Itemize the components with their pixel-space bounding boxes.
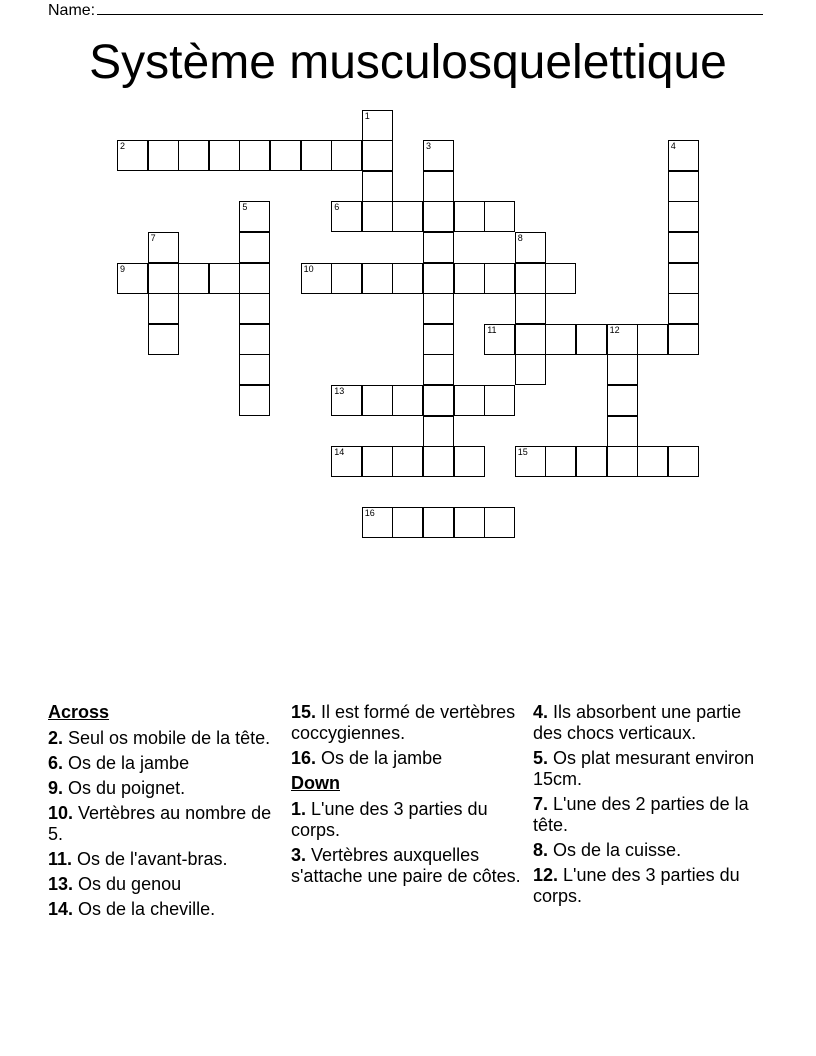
clue-number: 4 [670,141,676,152]
clue-number: 11 [487,324,497,335]
grid-cell[interactable] [515,354,546,385]
grid-cell[interactable] [668,171,699,202]
across-heading: Across [48,702,110,722]
down-clue [533,794,768,836]
grid-cell[interactable] [668,201,699,232]
across-clue [48,849,278,870]
grid-cell[interactable] [270,140,301,171]
down-heading: Down [291,773,340,793]
clue-text: Os du poignet. [63,778,186,798]
grid-cell[interactable] [668,232,699,263]
grid-cell[interactable] [607,446,638,477]
across-clue [48,728,278,749]
grid-cell[interactable] [454,385,485,416]
clue-column-3 [533,702,768,911]
grid-cell[interactable] [668,446,699,477]
clue-number: 6 [334,202,340,213]
clue-number: 16. [291,748,317,768]
clue-number: 13 [334,385,345,396]
clue-number: 10. [48,803,74,823]
grid-cell[interactable] [301,263,332,294]
clue-text: Os de la cuisse. [548,840,682,860]
grid-cell[interactable] [362,110,393,141]
clue-text: Os du genou [73,874,182,894]
clue-text: Ils absorbent une partie des chocs verticaux. [533,702,742,743]
clue-number: 8 [517,232,523,243]
grid-cell[interactable] [484,263,515,294]
clue-number: 15. [291,702,317,722]
grid-cell[interactable] [607,324,638,355]
clue-number: 3. [291,845,307,865]
grid-cell[interactable] [362,385,393,416]
clue-number: 9. [48,778,64,798]
clue-number: 14. [48,899,74,919]
grid-cell[interactable] [117,140,148,171]
grid-cell[interactable] [423,293,454,324]
grid-cell[interactable] [454,446,485,477]
grid-cell[interactable] [362,446,393,477]
grid-cell[interactable] [392,263,423,294]
grid-cell[interactable] [454,507,485,538]
clue-text: L'une des 2 parties de la tête. [533,794,749,835]
grid-cell[interactable] [362,171,393,202]
grid-cell[interactable] [148,232,179,263]
grid-cell[interactable] [637,324,668,355]
clue-number: 3 [426,141,432,152]
clue-text: L'une des 3 parties du corps. [291,799,488,840]
grid-cell[interactable] [392,201,423,232]
clue-number: 14 [334,447,345,458]
grid-cell[interactable] [668,140,699,171]
grid-cell[interactable] [545,324,576,355]
down-clue [533,748,768,790]
across-clue [48,778,278,799]
grid-cell[interactable] [209,140,240,171]
clue-number: 1. [291,799,307,819]
grid-cell[interactable] [423,385,454,416]
down-clue [291,845,526,887]
clue-text: L'une des 3 parties du corps. [533,865,740,906]
grid-cell[interactable] [362,140,393,171]
grid-cell[interactable] [423,354,454,385]
grid-cell[interactable] [484,324,515,355]
clue-text: Os de la cheville. [73,899,216,919]
grid-cell[interactable] [392,446,423,477]
grid-cell[interactable] [331,201,362,232]
clue-column-2 [291,702,526,891]
clue-number: 4. [533,702,549,722]
clue-number: 5 [242,202,248,213]
clue-number: 7. [533,794,549,814]
grid-cell[interactable] [515,293,546,324]
grid-cell[interactable] [668,293,699,324]
grid-cell[interactable] [545,263,576,294]
grid-cell[interactable] [148,324,179,355]
grid-cell[interactable] [362,201,393,232]
clue-number: 5. [533,748,549,768]
grid-cell[interactable] [423,171,454,202]
grid-cell[interactable] [239,293,270,324]
grid-cell[interactable] [576,324,607,355]
grid-cell[interactable] [423,201,454,232]
grid-cell[interactable] [301,140,332,171]
grid-cell[interactable] [607,385,638,416]
grid-cell[interactable] [239,324,270,355]
grid-cell[interactable] [178,263,209,294]
across-clue [48,803,278,845]
across-clue [48,753,278,774]
grid-cell[interactable] [423,507,454,538]
grid-cell[interactable] [239,201,270,232]
across-clue [48,874,278,895]
grid-cell[interactable] [484,507,515,538]
grid-cell[interactable] [423,446,454,477]
grid-cell[interactable] [423,140,454,171]
down-clue [533,865,768,907]
clue-text: Os de la jambe [316,748,443,768]
clue-text: Seul os mobile de la tête. [63,728,271,748]
clue-text: Os de l'avant-bras. [72,849,228,869]
clue-number: 16 [364,508,375,519]
page-title: Système musculosquelettique [89,36,727,89]
clue-number: 1 [364,110,370,121]
grid-cell[interactable] [484,201,515,232]
clue-text: Os de la jambe [63,753,190,773]
grid-cell[interactable] [331,385,362,416]
clue-text: Vertèbres auxquelles s'attache une paire de côtes. [291,845,521,886]
grid-cell[interactable] [576,446,607,477]
across-clue [291,702,526,744]
across-clue [48,899,278,920]
name-label: Name: [48,2,96,19]
grid-cell[interactable] [454,263,485,294]
grid-cell[interactable] [148,140,179,171]
grid-cell[interactable] [239,232,270,263]
grid-cell[interactable] [117,263,148,294]
clue-number: 2. [48,728,64,748]
clue-number: 15 [517,447,528,458]
clue-number: 13. [48,874,74,894]
grid-cell[interactable] [515,232,546,263]
grid-cell[interactable] [668,263,699,294]
grid-cell[interactable] [545,446,576,477]
across-clue [291,748,526,769]
grid-cell[interactable] [362,507,393,538]
down-clue [291,799,526,841]
clue-number: 8. [533,840,549,860]
grid-cell[interactable] [331,140,362,171]
grid-cell[interactable] [178,140,209,171]
grid-cell[interactable] [423,232,454,263]
grid-cell[interactable] [423,263,454,294]
clue-number: 2 [120,141,126,152]
grid-cell[interactable] [607,416,638,447]
grid-cell[interactable] [515,263,546,294]
clue-text: Vertèbres au nombre de 5. [48,803,272,844]
clue-number: 12. [533,865,559,885]
grid-cell[interactable] [148,263,179,294]
clue-number: 9 [120,263,126,274]
grid-cell[interactable] [239,140,270,171]
grid-cell[interactable] [239,385,270,416]
grid-cell[interactable] [148,293,179,324]
clue-text: Os plat mesurant environ 15cm. [533,748,755,789]
grid-cell[interactable] [362,263,393,294]
clue-column-1 [48,702,278,924]
down-clue [533,840,768,861]
clue-number: 7 [150,232,156,243]
grid-cell[interactable] [392,507,423,538]
grid-cell[interactable] [209,263,240,294]
grid-cell[interactable] [331,446,362,477]
grid-cell[interactable] [423,416,454,447]
grid-cell[interactable] [515,446,546,477]
grid-cell[interactable] [454,201,485,232]
grid-cell[interactable] [239,263,270,294]
grid-cell[interactable] [331,263,362,294]
clue-number: 11. [48,849,73,869]
clue-text: Il est formé de vertèbres coccygiennes. [291,702,516,743]
grid-cell[interactable] [515,324,546,355]
grid-cell[interactable] [668,324,699,355]
grid-cell[interactable] [607,354,638,385]
grid-cell[interactable] [484,385,515,416]
grid-cell[interactable] [392,385,423,416]
down-clue [533,702,768,744]
clue-number: 12 [609,324,620,335]
clue-number: 10 [303,263,314,274]
grid-cell[interactable] [637,446,668,477]
clue-number: 6. [48,753,64,773]
grid-cell[interactable] [423,324,454,355]
grid-cell[interactable] [239,354,270,385]
